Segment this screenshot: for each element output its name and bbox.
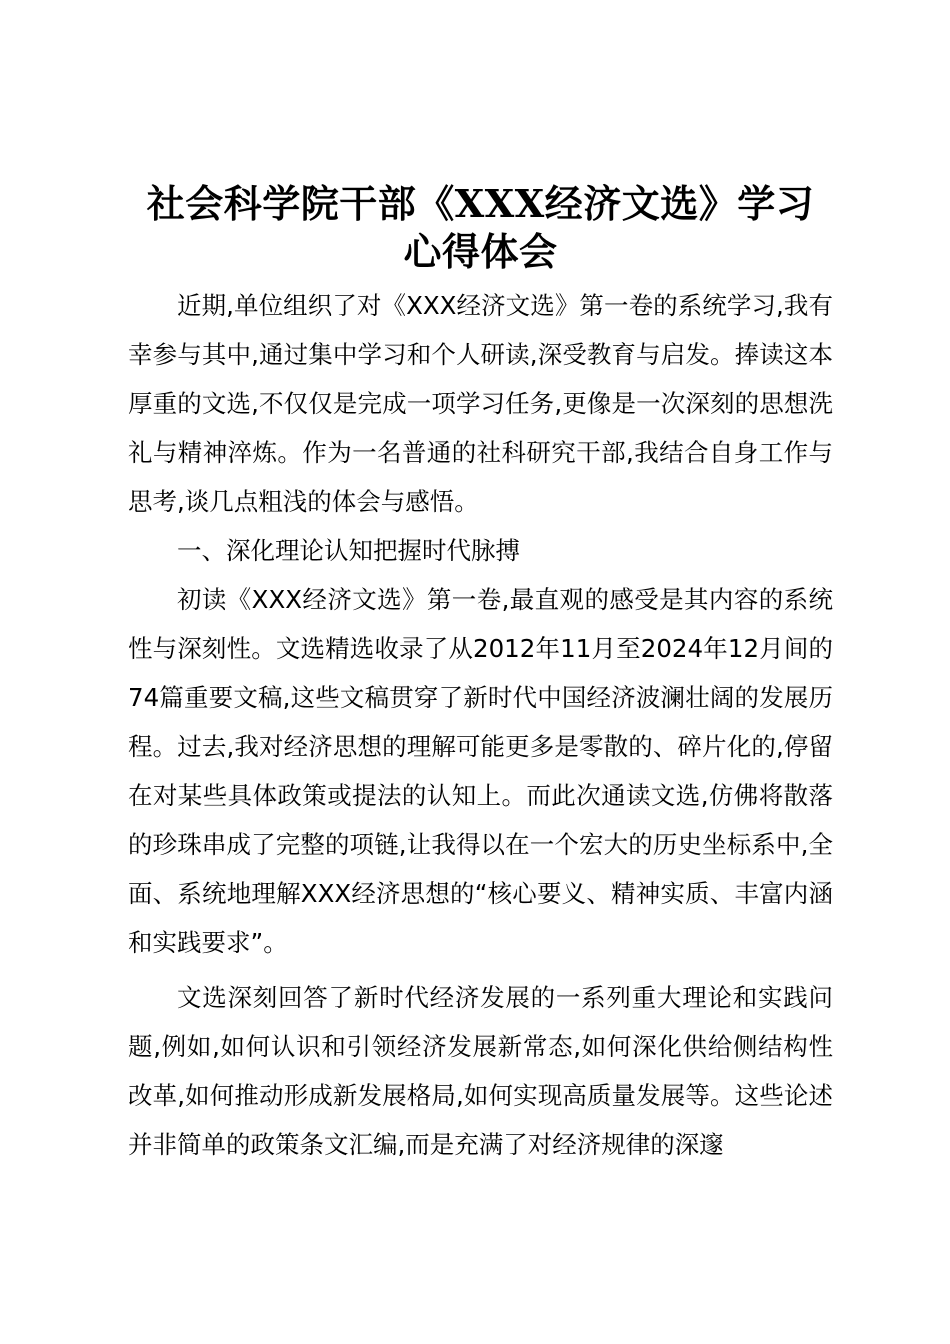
body-paragraph-1: 初读《XXX经济文选》第一卷,最直观的感受是其内容的系统性与深刻性。文选精选收录了从2012年11月至2024年12月间的74篇重要文稿,这些文稿贯穿了新时代中国经济波澜壮阔的发展历程。过去,我对经济思想的理解可能更多是零散的、碎片化的,停留在对某些具体政策或提法的认知上。而此次通读文选,仿佛将散落的珍珠串成了完整的项链,让我得以在一个宏大的历史坐标系中,全面、系统地理解XXX经济思想的“核心要义、精神实质、丰富内涵和实践要求”。 [128, 585, 833, 957]
document-title: 社会科学院干部《XXX经济文选》学习心得体会 [146, 181, 815, 274]
intro-paragraph: 近期,单位组织了对《XXX经济文选》第一卷的系统学习,我有幸参与其中,通过集中学习和个人研读,深受教育与启发。捧读这本厚重的文选,不仅仅是完成一项学习任务,更像是一次深刻的思想洗礼与精神淬炼。作为一名普通的社科研究干部,我结合自身工作与思考,谈几点粗浅的体会与感悟。 [128, 291, 833, 516]
document-page [128, 180, 833, 1169]
section-heading: 一、深化理论认知把握时代脉搏 [177, 536, 520, 565]
body-paragraph-2: 文选深刻回答了新时代经济发展的一系列重大理论和实践问题,例如,如何认识和引领经济发展新常态,如何深化供给侧结构性改革,如何推动形成新发展格局,如何实现高质量发展等。这些论述并非简单的政策条文汇编,而是充满了对经济规律的深邃 [128, 983, 833, 1159]
